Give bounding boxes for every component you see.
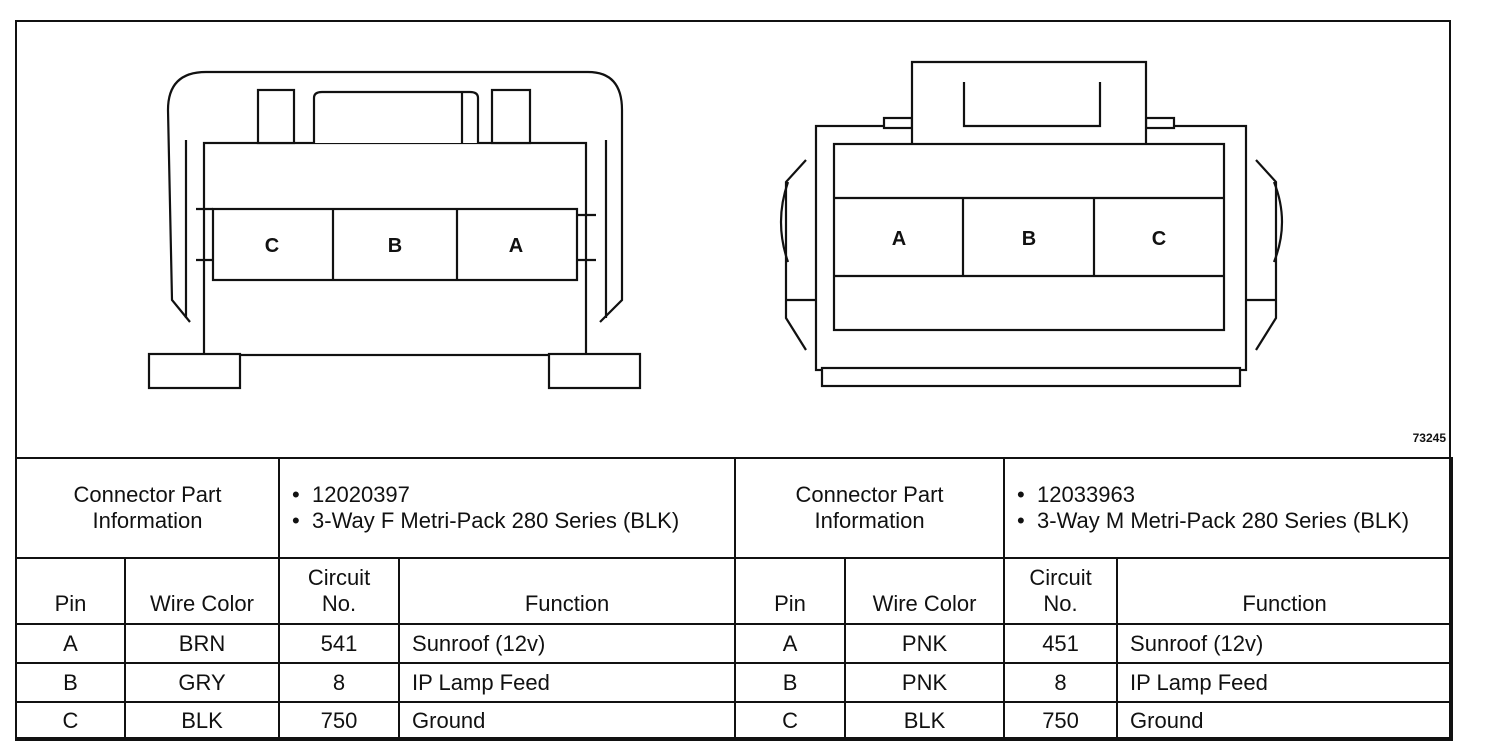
left-part-description: • 3-Way F Metri-Pack 280 Series (BLK)	[306, 508, 726, 534]
circuit-header: Circuit No.	[279, 558, 399, 624]
pin-header: Pin	[735, 558, 845, 624]
pin-header: Pin	[16, 558, 125, 624]
right-info-label: Connector Part Information	[735, 458, 1004, 558]
wire-color-cell: GRY	[125, 663, 279, 702]
left-connector-face	[149, 72, 640, 388]
table-row	[16, 624, 1452, 663]
pin-cell: B	[735, 663, 845, 702]
function-cell: Ground	[1117, 702, 1452, 740]
circuit-cell: 451	[1004, 624, 1117, 663]
wire-color-cell: PNK	[845, 663, 1004, 702]
right-connector-face	[781, 62, 1282, 386]
function-cell: Sunroof (12v)	[1117, 624, 1452, 663]
table-row	[16, 702, 1452, 740]
left-cavity-label: C	[264, 235, 280, 257]
circuit-cell: 541	[279, 624, 399, 663]
circuit-header: Circuit No.	[1004, 558, 1117, 624]
wire-color-cell: BRN	[125, 624, 279, 663]
table-row	[16, 663, 1452, 702]
left-part-info	[279, 458, 735, 558]
column-header-row	[16, 558, 1452, 624]
circuit-cell: 750	[1004, 702, 1117, 740]
circuit-cell: 8	[1004, 663, 1117, 702]
left-cavity-label: A	[508, 235, 524, 257]
connector-info-row	[16, 458, 1452, 558]
circuit-cell: 750	[279, 702, 399, 740]
wire-color-header: Wire Color	[125, 558, 279, 624]
left-cavity-label: B	[387, 235, 403, 257]
pin-cell: C	[16, 702, 125, 740]
function-cell: IP Lamp Feed	[1117, 663, 1452, 702]
pin-cell: B	[16, 663, 125, 702]
wire-color-cell: BLK	[125, 702, 279, 740]
circuit-cell: 8	[279, 663, 399, 702]
function-cell: IP Lamp Feed	[399, 663, 735, 702]
pin-cell: A	[16, 624, 125, 663]
right-part-number: • 12033963	[1031, 482, 1443, 508]
pin-cell: A	[735, 624, 845, 663]
right-part-info	[1004, 458, 1452, 558]
pinout-table	[15, 457, 1453, 741]
left-part-number: • 12020397	[306, 482, 726, 508]
right-part-description: • 3-Way M Metri-Pack 280 Series (BLK)	[1031, 508, 1443, 534]
pin-cell: C	[735, 702, 845, 740]
function-header: Function	[1117, 558, 1452, 624]
wire-color-header: Wire Color	[845, 558, 1004, 624]
function-cell: Ground	[399, 702, 735, 740]
figure-reference-number: 73245	[1412, 431, 1446, 445]
right-cavity-label: C	[1151, 228, 1167, 250]
function-cell: Sunroof (12v)	[399, 624, 735, 663]
right-cavity-label: B	[1021, 228, 1037, 250]
left-info-label: Connector Part Information	[16, 458, 279, 558]
wire-color-cell: PNK	[845, 624, 1004, 663]
wire-color-cell: BLK	[845, 702, 1004, 740]
function-header: Function	[399, 558, 735, 624]
right-cavity-label: A	[891, 228, 907, 250]
